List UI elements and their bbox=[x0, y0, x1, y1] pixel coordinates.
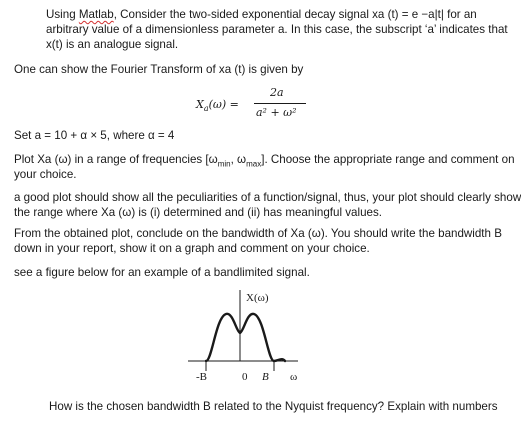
zero-label: 0 bbox=[242, 371, 248, 383]
formula-denominator: a² + ω² bbox=[256, 106, 297, 119]
paragraph-line-1 bbox=[46, 7, 477, 22]
formula-numerator: 2a bbox=[270, 86, 284, 99]
good-plot-line-1: a good plot should show all the peculiarities of a function/signal, thus, your plot should clearly show bbox=[14, 191, 521, 204]
text-for-an: for an bbox=[443, 8, 477, 21]
fourier-intro-text: One can show the Fourier Transform of xa (t) is given by bbox=[14, 63, 304, 76]
parameter-setting-text: Set a = 10 + α × 5, where α = 4 bbox=[14, 129, 175, 142]
formula-lhs: $X_a(\omega)$ = bbox=[196, 98, 239, 114]
spectrum-curve bbox=[206, 314, 285, 361]
pos-b-label: B bbox=[262, 371, 269, 383]
plot-instruction-line-2: your choice. bbox=[14, 168, 77, 181]
bandlimited-signal-svg bbox=[178, 287, 308, 387]
omega-label: ω bbox=[290, 371, 298, 383]
bandwidth-line-2: down in your report, show it on a graph and comment on your choice. bbox=[14, 242, 370, 255]
good-plot-line-2: the range where Xa (ω) is (i) determined and (ii) has meaningful values. bbox=[14, 206, 382, 219]
fraction-bar bbox=[254, 103, 306, 104]
paragraph-line-3: x(t) is an analogue signal. bbox=[46, 38, 179, 51]
figure-intro-text: see a figure below for an example of a bandlimited signal. bbox=[14, 266, 310, 279]
paragraph-line-2: arbitrary value of a dimensionless parameter a. In this case, the subscript ‘a’ indicates that bbox=[46, 23, 508, 36]
bandlimited-signal-figure bbox=[178, 287, 308, 387]
text-using: Using bbox=[46, 8, 79, 21]
text-signal-definition: xa (t) = e −a|t| bbox=[372, 8, 444, 21]
text-matlab-misspelled: Matlab bbox=[78, 8, 114, 21]
neg-b-label: -B bbox=[196, 371, 207, 383]
nyquist-question-text: How is the chosen bandwidth B related to the Nyquist frequency? Explain with numbers bbox=[49, 400, 498, 413]
text-consider: , Consider the two-sided exponential decay signal bbox=[113, 8, 373, 21]
y-axis-label: X(ω) bbox=[246, 292, 269, 304]
fourier-transform-formula bbox=[196, 86, 316, 126]
bandwidth-line-1: From the obtained plot, conclude on the bandwidth of Xa (ω). You should write the bandwidth B bbox=[14, 227, 502, 240]
plot-instruction-line-1: Plot Xa (ω) in a range of frequencies [$\omega_{min}$, $\omega_{max}$]. Choose the appropriate range and comment on bbox=[14, 153, 515, 169]
